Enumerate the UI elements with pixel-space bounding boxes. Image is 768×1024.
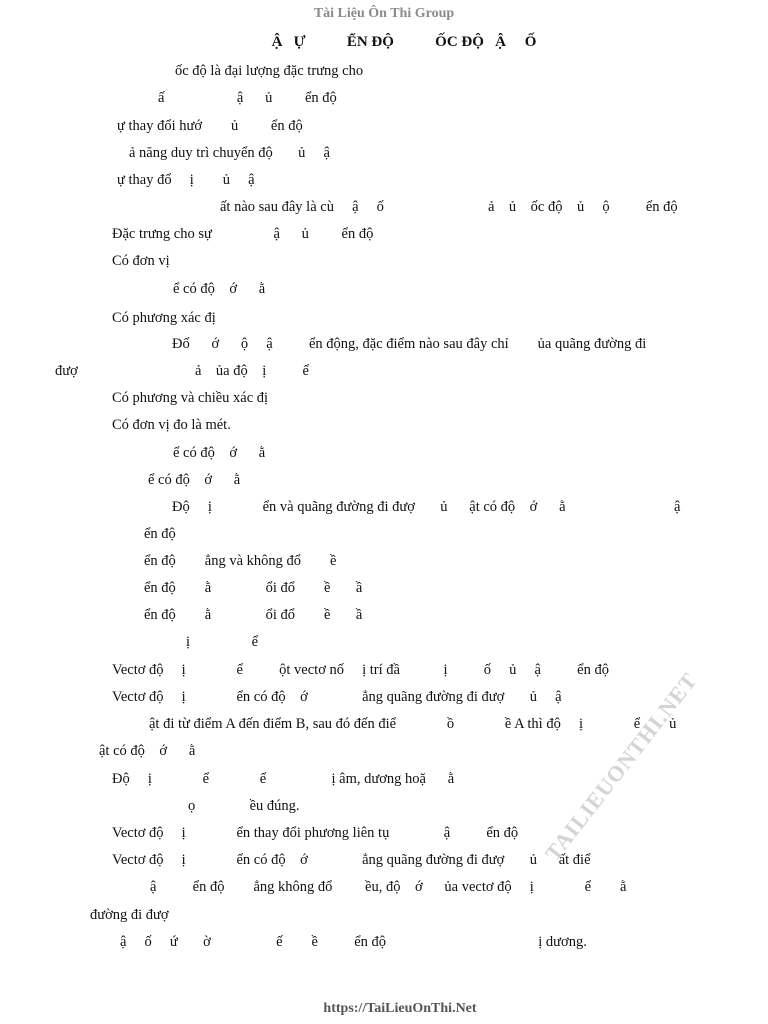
- text-line: ể có độ ớ ằ: [173, 281, 266, 297]
- text-line: ể có độ ớ ằ: [173, 445, 266, 461]
- text-line: ả ủa độ ị ể: [195, 363, 309, 379]
- text-line: ự thay đổ ị ủ ậ: [117, 172, 255, 188]
- text-line: ả ủ ốc độ ủ ộ ển độ: [488, 199, 678, 215]
- text-line: Vectơ độ ị ển thay đổi phương liên tụ ậ ển độ: [112, 825, 519, 841]
- text-line: Có phương xác đị: [112, 310, 216, 326]
- text-line: Độ ị ể ể ị âm, dương hoặ ằ: [112, 771, 455, 787]
- page-title: Ậ Ự ỂN ĐỘ ỐC ĐỘ Ậ Ố: [271, 34, 537, 50]
- text-line: Vectơ độ ị ể ột vectơ nố ị trí đầ ị ố ủ ậ ển độ: [112, 662, 609, 678]
- text-line: ển độ: [144, 526, 176, 542]
- text-line: đường đi đượ: [90, 907, 169, 923]
- text-line: ốc độ là đại lượng đặc trưng cho: [175, 63, 364, 79]
- text-line: ậ: [674, 499, 681, 515]
- text-line: Đố ớ ộ ậ ển động, đặc điểm nào sau đây chỉ ủa quãng đường đi: [172, 336, 647, 352]
- text-line: ất nào sau đây là cù ậ ố: [220, 199, 384, 215]
- text-line: Độ ị ển và quãng đường đi đượ ủ ật có độ ớ ằ: [172, 499, 566, 515]
- text-line: đượ: [55, 363, 78, 379]
- text-line: ể có độ ớ ằ: [148, 472, 241, 488]
- text-line: ậ ển độ ẳng không đổ ều, độ ớ ủa vectơ độ ị ể ằ: [150, 879, 627, 895]
- text-line: Có đơn vị đo là mét.: [112, 417, 231, 433]
- text-line: ả năng duy trì chuyển độ ủ ậ: [129, 145, 330, 161]
- text-line: ậ ố ứ ờ ế ề ển độ ị dương.: [120, 934, 587, 950]
- watermark: TAILIEUONTHI.NET: [540, 667, 703, 866]
- text-line: Đặc trưng cho sự ậ ủ ển độ: [112, 226, 374, 242]
- text-line: Vectơ độ ị ển có độ ớ ẳng quãng đường đi đượ ủ ất điể: [112, 852, 591, 868]
- text-line: ật có độ ớ ằ: [99, 743, 196, 759]
- text-line: Có đơn vị: [112, 253, 170, 269]
- text-line: ển độ ằ ổi đổ ề ầ: [144, 580, 363, 596]
- page-header: Tài Liệu Ôn Thi Group: [313, 6, 455, 21]
- text-line: ển độ ằ ổi đổ ề ầ: [144, 607, 363, 623]
- page-footer-link[interactable]: https://TaiLieuOnThi.Net: [323, 1001, 477, 1016]
- text-line: ật đi từ điểm A đến điểm B, sau đó đến điể ồ ề A thì độ ị ể ủ: [149, 716, 677, 732]
- text-line: ấ ậ ủ ển độ: [158, 90, 337, 106]
- text-line: ị ể: [186, 634, 259, 650]
- text-line: ển độ ẳng và không đổ ề: [144, 553, 337, 569]
- text-line: ọ ều đúng.: [188, 798, 300, 814]
- text-line: Có phương và chiều xác đị: [112, 390, 269, 406]
- text-line: Vectơ độ ị ển có độ ớ ẳng quãng đường đi đượ ủ ậ: [112, 689, 562, 705]
- text-line: ự thay đổi hướ ủ ển độ: [117, 118, 303, 134]
